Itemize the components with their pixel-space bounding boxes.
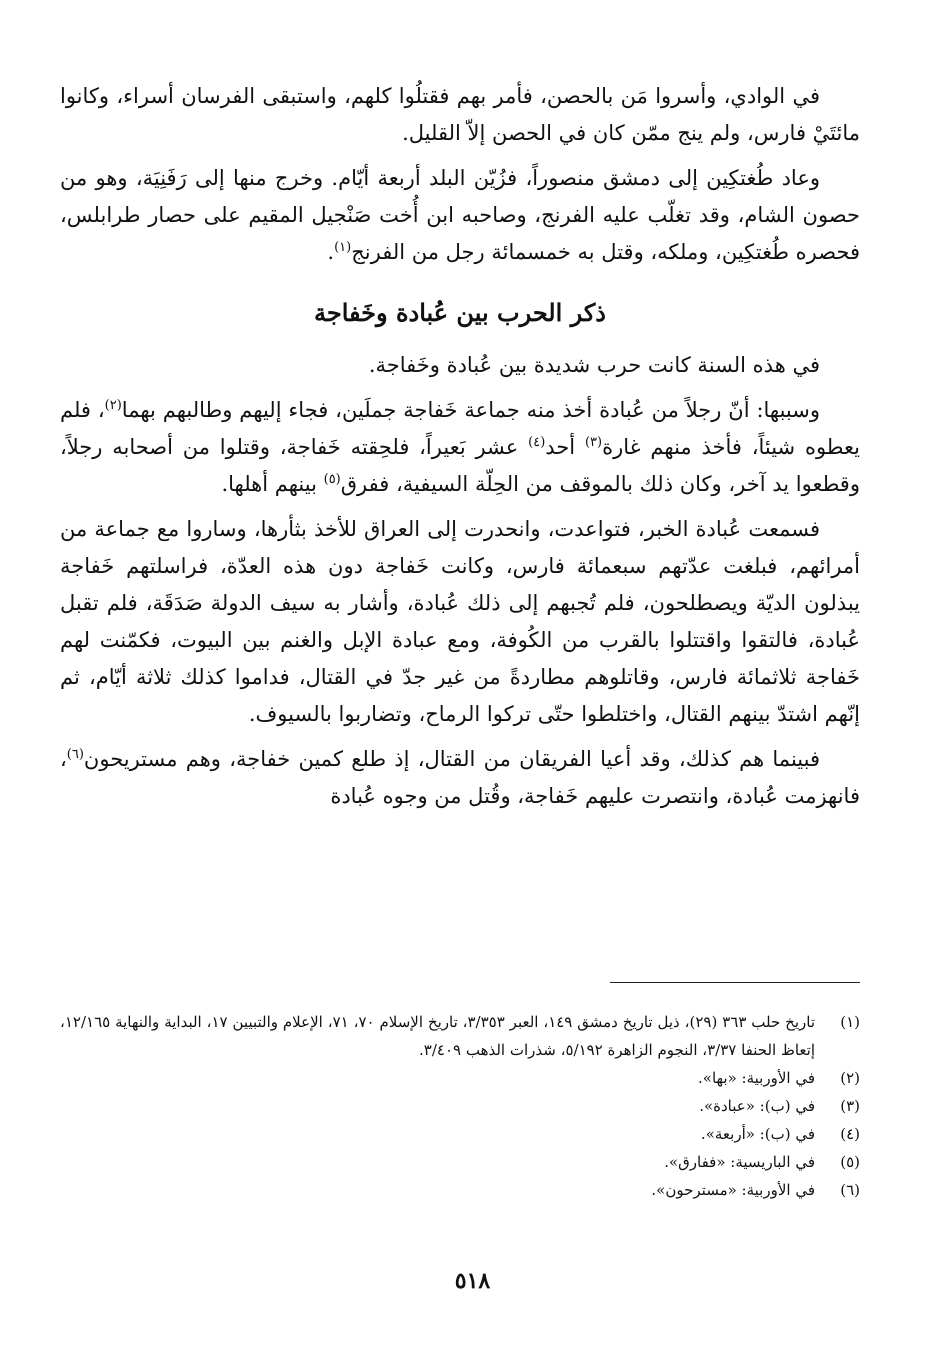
paragraph-1: في الوادي، وأسروا مَن بالحصن، فأمر بهم فقتلُوا كلهم، واستبقى الفرسان أسراء، وكانوا مائتَيْ فارس، ولم ينج ممّن كان في الحصن إلاّ القليل. [60, 84, 860, 145]
paragraph-intro: في هذه السنة كانت حرب شديدة بين عُبادة وخَفاجة. [368, 353, 820, 377]
footnotes [60, 1008, 860, 1204]
footnote-ref-6: (٦) [66, 747, 84, 762]
footnote-number: (٣) [840, 1097, 860, 1115]
footnote-item [60, 1064, 860, 1092]
paragraph-ambush: فبينما هم كذلك، وقد أعيا الفريقان من القتال، إذ طلع كمين خفاجة، وهم مستريحون$^{(٦)}$، فانهزمت عُبادة، وانتصرت عليهم خَفاجة، وقُتل من وجوه عُبادة [60, 747, 860, 808]
footnote-number: (٦) [840, 1181, 860, 1199]
footnote-item [60, 1176, 860, 1204]
footnote-text: في الأوربية: «بها». [698, 1069, 815, 1087]
footnote-item [60, 1120, 860, 1148]
paragraph-2: وعاد طُغتكِين إلى دمشق منصوراً، فزُيّن البلد أربعة أيّام. وخرج منها إلى رَفَنِيَة، وهو من حصون الشام، وقد تغلّب عليه الفرنج، وصاحبه ابن أُخت صَنْجيل المقيم على حصار طرابلس، فحصره طُغتكِين، وملكه، وقتل به خمسمائة رجل من الفرنج$^{(١)}$. [60, 166, 860, 264]
footnote-item [60, 1008, 860, 1064]
main-text [60, 78, 860, 815]
footnote-text: في الباريسية: «ففارق». [664, 1153, 815, 1171]
footnote-item [60, 1092, 860, 1120]
footnote-item [60, 1148, 860, 1176]
footnote-text: في (ب): «أربعة». [700, 1125, 815, 1143]
paragraph-cause: وسببها: أنّ رجلاً من عُبادة أخذ منه جماعة خَفاجة جملَين، فجاء إليهم وطالبهم بهما$^{(٢)}$، فلم يعطوه شيئاً، فأخذ منهم غارة$^{(٣)}$ أحد$^{(٤)}$ عشر بَعيراً، فلحِقته خَفاجة، وقتلوا من أصحابه رجلاً، وقطعوا يد آخر، وكان ذلك بالموقف من الحِلّة السيفية، ففرق$^{(٥)}$ بينهم أهلها. [60, 398, 861, 496]
page-number: ٥١٨ [454, 1268, 491, 1294]
footnote-text: في (ب): «عبادة». [699, 1097, 815, 1115]
footnote-ref-1: (١) [334, 240, 352, 255]
footnote-text: تاريخ حلب ٣٦٣ (٢٩)، ذيل تاريخ دمشق ١٤٩، العبر ٣/٣٥٣، تاريخ الإسلام ٧٠، ٧١، الإعلام والتبيين ١٧، البداية والنهاية ١٢/١٦٥، إتعاظ الحنفا ٣/٣٧، النجوم الزاهرة ٥/١٩٢، شذرات الذهب ٣/٤٠٩. [60, 1013, 816, 1059]
footnote-number: (٤) [840, 1125, 860, 1143]
section-heading: ذكر الحرب بين عُبادة وخَفاجة [314, 298, 606, 327]
footnote-ref-3: (٣) [584, 435, 603, 450]
footnote-ref-2: (٢) [104, 398, 122, 413]
footnote-number: (١) [840, 1013, 860, 1031]
paragraph-battle: فسمعت عُبادة الخبر، فتواعدت، وانحدرت إلى العراق للأخذ بثأرها، وساروا مع جماعة من أمرائهم، فبلغت عدّتهم سبعمائة فارس، وكانت خَفاجة دون هذه العدّة، فراسلتهم خَفاجة يبذلون الديّة ويصطلحون، فلم تُجبهم إلى ذلك عُبادة، وأشار به سيف الدولة صَدَقَة، فلم تقبل عُبادة، فالتقوا واقتتلوا بالقرب من الكُوفة، ومع عبادة الإبل والغنم بين البيوت، فكمّنت لهم خَفاجة ثلاثمائة فارس، وقاتلوهم مطاردةً من غير جدّ في القتال، فداموا كذلك ثلاثة أيّام، ثم إنّهم اشتدّ بينهم القتال، واختلطوا حتّى تركوا الرماح، وتضاربوا بالسيوف. [60, 517, 860, 726]
footnote-ref-4: (٤) [528, 435, 546, 450]
footnote-number: (٥) [840, 1153, 860, 1171]
footnote-ref-5: (٥) [323, 472, 341, 487]
footnote-number: (٢) [840, 1069, 860, 1087]
footnote-text: في الأوربية: «مسترحون». [651, 1181, 815, 1199]
footnote-separator [610, 982, 860, 983]
